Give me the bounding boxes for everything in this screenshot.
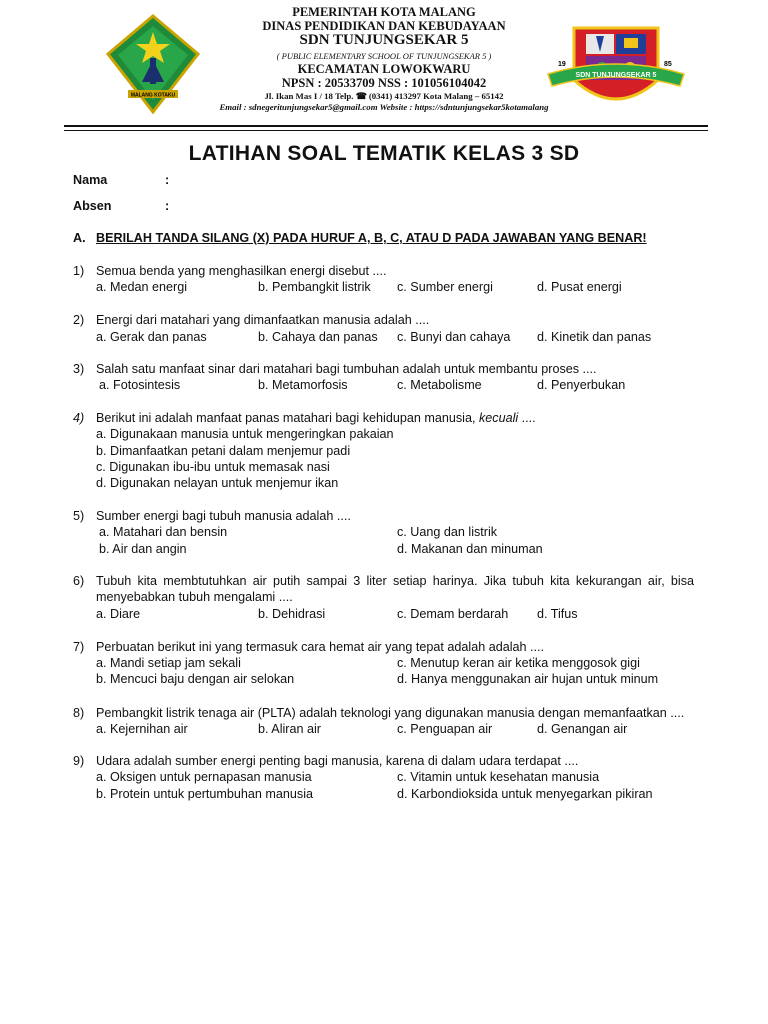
- question-text: Energi dari matahari yang dimanfaatkan manusia adalah ....: [96, 313, 430, 327]
- option-c: c. Metabolisme: [397, 378, 482, 392]
- header-line-government: PEMERINTAH KOTA MALANG: [292, 5, 476, 19]
- option-d: d. Makanan dan minuman: [397, 542, 543, 556]
- option-b: b. Air dan angin: [99, 542, 187, 556]
- question-number: 2): [73, 313, 85, 327]
- option-a: a. Digunakaan manusia untuk mengeringkan pakaian: [96, 427, 394, 441]
- header-english-name: ( PUBLIC ELEMENTARY SCHOOL OF TUNJUNGSEKAR 5 ): [276, 51, 492, 61]
- field-colon-absen: :: [165, 199, 170, 213]
- option-d: d. Kinetik dan panas: [537, 330, 652, 344]
- left-logo-caption: MALANG KOTAKU: [130, 92, 176, 99]
- option-d: d. Hanya menggunakan air hujan untuk minum: [397, 672, 659, 686]
- header-divider-thick: [64, 125, 708, 127]
- option-c: c. Vitamin untuk kesehatan manusia: [397, 770, 600, 784]
- question-number: 9): [73, 754, 85, 768]
- header-email: Email : sdnegeritunjungsekar5@gmail.com Website : https://sdntunjungsekar5kotamalang: [219, 102, 549, 112]
- option-b: b. Protein untuk pertumbuhan manusia: [96, 787, 314, 801]
- question-text: Perbuatan berikut ini yang termasuk cara hemat air yang tepat adalah adalah ....: [96, 640, 545, 654]
- option-b: b. Dimanfaatkan petani dalam menjemur padi: [96, 444, 351, 458]
- option-a: a. Mandi setiap jam sekali: [96, 656, 241, 670]
- option-a: a. Gerak dan panas: [96, 330, 207, 344]
- question-text: Udara adalah sumber energi penting bagi manusia, karena di dalam udara terdapat ....: [96, 754, 579, 768]
- field-label-absen: Absen: [73, 199, 112, 213]
- option-a: a. Matahari dan bensin: [99, 525, 228, 539]
- option-b: b. Metamorfosis: [258, 378, 348, 392]
- option-c: c. Demam berdarah: [397, 607, 509, 621]
- option-d: d. Penyerbukan: [537, 378, 626, 392]
- header-address: Jl. Ikan Mas I / 18 Telp. ☎ (0341) 413297 Kota Malang – 65142: [264, 91, 504, 101]
- question-number: 5): [73, 509, 85, 523]
- header-district: KECAMATAN LOWOKWARU: [297, 62, 471, 76]
- school-emblem: [546, 24, 686, 120]
- header-school-name: SDN TUNJUNGSEKAR 5: [299, 32, 469, 48]
- question-number: 8): [73, 706, 85, 720]
- question-number: 6): [73, 574, 85, 588]
- section-instruction: BERILAH TANDA SILANG (X) PADA HURUF A, B, C, ATAU D PADA JAWABAN YANG BENAR!: [96, 231, 647, 245]
- option-a: a. Kejernihan air: [96, 722, 188, 736]
- question-text: Salah satu manfaat sinar dari matahari bagi tumbuhan adalah untuk membantu proses ....: [96, 362, 597, 376]
- question-emphasis: kecuali: [478, 411, 519, 425]
- field-colon-nama: :: [165, 173, 170, 187]
- option-d: d. Pusat energi: [537, 280, 622, 294]
- option-d: d. Genangan air: [537, 722, 628, 736]
- field-label-nama: Nama: [73, 173, 108, 187]
- option-a: a. Fotosintesis: [99, 378, 181, 392]
- header-divider-thin: [64, 130, 708, 131]
- option-c: c. Digunakan ibu-ibu untuk memasak nasi: [96, 460, 330, 474]
- option-b: b. Aliran air: [258, 722, 321, 736]
- header-line-department: DINAS PENDIDIKAN DAN KEBUDAYAAN: [262, 19, 506, 33]
- question-text-continued: menyebabkan tubuh mengalami ....: [96, 590, 293, 604]
- option-b: b. Dehidrasi: [258, 607, 326, 621]
- option-c: c. Menutup keran air ketika menggosok gigi: [397, 656, 640, 670]
- option-d: d. Digunakan nelayan untuk menjemur ikan: [96, 476, 339, 490]
- worksheet-title: LATIHAN SOAL TEMATIK KELAS 3 SD: [188, 142, 580, 165]
- option-b: b. Cahaya dan panas: [258, 330, 378, 344]
- right-logo-year-left: 19: [558, 61, 566, 68]
- question-text: Pembangkit listrik tenaga air (PLTA) adalah teknologi yang digunakan manusia dengan memanfaatkan ....: [96, 706, 685, 720]
- right-logo-year-right: 85: [664, 61, 672, 68]
- question-number: 4): [73, 411, 85, 425]
- option-c: c. Uang dan listrik: [397, 525, 498, 539]
- question-number: 1): [73, 264, 85, 278]
- question-text: Semua benda yang menghasilkan energi disebut ....: [96, 264, 387, 278]
- option-d: d. Tifus: [537, 607, 578, 621]
- question-text: Berikut ini adalah manfaat panas matahari bagi kehidupan manusia, kecuali ....: [96, 411, 536, 425]
- section-letter: A.: [73, 231, 86, 245]
- question-number: 7): [73, 640, 85, 654]
- option-a: a. Diare: [96, 607, 141, 621]
- header-npsn: NPSN : 20533709 NSS : 101056104042: [281, 76, 487, 90]
- option-b: b. Mencuci baju dengan air selokan: [96, 672, 295, 686]
- option-c: c. Penguapan air: [397, 722, 493, 736]
- question-number: 3): [73, 362, 85, 376]
- option-c: c. Bunyi dan cahaya: [397, 330, 511, 344]
- option-a: a. Oksigen untuk pernapasan manusia: [96, 770, 312, 784]
- question-text: Sumber energi bagi tubuh manusia adalah ....: [96, 509, 351, 523]
- right-logo-text: SDN TUNJUNGSEKAR 5: [575, 72, 657, 79]
- option-c: c. Sumber energi: [397, 280, 493, 294]
- question-text: Tubuh kita membtutuhkan air putih sampai 3 liter setiap harinya. Jika tubuh kita kekurangan air, bisa: [96, 574, 694, 588]
- option-d: d. Karbondioksida untuk menyegarkan pikiran: [397, 787, 653, 801]
- option-a: a. Medan energi: [96, 280, 188, 294]
- option-b: b. Pembangkit listrik: [258, 280, 371, 294]
